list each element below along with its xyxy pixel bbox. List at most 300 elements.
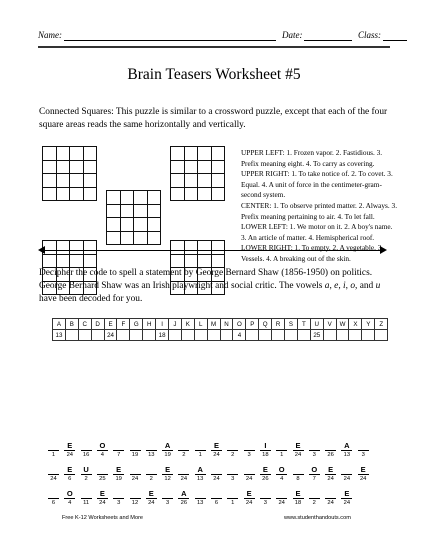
cipher-letter (97, 465, 108, 474)
section-divider (44, 250, 380, 251)
key-letter-cell: R (272, 319, 285, 330)
cell[interactable] (147, 231, 161, 245)
cipher-letter (211, 489, 222, 498)
cipher-slot[interactable] (358, 465, 369, 482)
worksheet-header (38, 28, 390, 44)
cell[interactable] (70, 174, 84, 188)
cipher-letter: E (67, 441, 73, 450)
cipher-slot[interactable] (48, 441, 59, 458)
cipher-slot[interactable] (64, 465, 75, 482)
cipher-code: 2 (178, 450, 189, 458)
cipher-slot[interactable] (195, 441, 206, 458)
clue-heading: LOWER LEFT: (241, 222, 288, 232)
cipher-slot[interactable] (178, 489, 189, 506)
cell[interactable] (184, 147, 198, 161)
cipher-slot[interactable] (48, 489, 59, 506)
key-letter-cell: N (220, 319, 233, 330)
cipher-code: 4 (276, 474, 287, 482)
cell[interactable] (171, 187, 185, 201)
cell[interactable] (56, 187, 70, 201)
key-letter-cell: G (130, 319, 143, 330)
cipher-slot[interactable] (325, 465, 336, 482)
cell[interactable] (56, 147, 70, 161)
cipher-code: 2 (227, 450, 238, 458)
cipher-slot[interactable] (260, 441, 271, 458)
key-letter-cell: E (104, 319, 117, 330)
cipher-slot[interactable] (211, 465, 222, 482)
cipher-slot[interactable] (309, 441, 320, 458)
class-label: Class: (358, 30, 382, 40)
cipher-letter: O (66, 489, 73, 498)
cell[interactable] (147, 204, 161, 218)
clue-heading: LOWER RIGHT: (241, 243, 293, 253)
cipher-code: 24 (325, 498, 336, 506)
cell[interactable] (120, 231, 134, 245)
cell[interactable] (184, 174, 198, 188)
key-letter-cell: M (207, 319, 220, 330)
cell[interactable] (198, 160, 212, 174)
cipher-letter: E (116, 465, 122, 474)
cipher-letter (113, 489, 124, 498)
cipher-letter (195, 441, 206, 450)
cipher-slot[interactable] (227, 489, 238, 506)
cipher-slot[interactable] (309, 465, 320, 482)
cipher-letter: E (262, 465, 268, 474)
cipher-letter (276, 489, 287, 498)
key-letter-cell: Q (259, 319, 272, 330)
cipher-letter: E (295, 489, 301, 498)
cipher-slot[interactable] (130, 441, 141, 458)
cipher-code: 3 (162, 498, 173, 506)
cipher-letter (341, 465, 352, 474)
cipher-code: 6 (211, 498, 222, 506)
clue-list (241, 148, 399, 265)
cell[interactable] (147, 218, 161, 232)
cipher-slot[interactable] (244, 441, 255, 458)
cipher-letter: E (213, 441, 219, 450)
cell[interactable] (184, 187, 198, 201)
cipher-code: 13 (341, 450, 352, 458)
key-letter-cell: C (78, 319, 91, 330)
key-code-cell[interactable] (143, 330, 156, 341)
vowel-e: e (334, 281, 339, 291)
cipher-letter (146, 441, 157, 450)
cipher-letter (48, 441, 59, 450)
cipher-slot[interactable] (244, 489, 255, 506)
key-letter-cell: F (117, 319, 130, 330)
cipher-letter: E (344, 489, 350, 498)
cipher-code: 13 (195, 498, 206, 506)
key-code-cell[interactable] (336, 330, 349, 341)
cipher-slot[interactable] (244, 465, 255, 482)
cell[interactable] (43, 254, 57, 268)
cell[interactable] (211, 187, 225, 201)
cell[interactable] (43, 174, 57, 188)
cipher-slot[interactable] (293, 441, 304, 458)
cipher-letter (178, 465, 189, 474)
cipher-letter (81, 489, 92, 498)
cipher-letter: E (295, 441, 301, 450)
cipher-slot[interactable] (195, 489, 206, 506)
cipher-slot[interactable] (276, 465, 287, 482)
key-code-cell[interactable] (220, 330, 233, 341)
cell[interactable] (211, 254, 225, 268)
cipher-letter (227, 489, 238, 498)
cell[interactable] (198, 174, 212, 188)
separator: , (338, 281, 344, 291)
key-code-cell[interactable]: 24 (104, 330, 117, 341)
cell[interactable] (70, 187, 84, 201)
separator: , (345, 281, 351, 291)
decipher-text: Decipher the code to spell a statement by George Bernard Shaw (1856-1950) on politics. George Bernard Shaw was an Irish playwright and social critic. The vowels (39, 268, 373, 291)
cipher-slot[interactable] (293, 489, 304, 506)
cipher-letter: E (99, 489, 105, 498)
cipher-letter (244, 465, 255, 474)
clue-center (241, 201, 399, 222)
cell[interactable] (120, 218, 134, 232)
cipher-code: 24 (341, 474, 352, 482)
key-letter-cell: V (323, 319, 336, 330)
cell[interactable] (171, 254, 185, 268)
cipher-letter: O (278, 465, 285, 474)
cell[interactable] (147, 191, 161, 205)
key-letter-cell: U (310, 319, 323, 330)
code-key-table (52, 318, 388, 341)
cell[interactable] (134, 191, 148, 205)
cipher-code: 6 (48, 498, 59, 506)
key-code-cell[interactable]: 4 (233, 330, 246, 341)
key-code-cell[interactable] (323, 330, 336, 341)
cipher-letter (48, 489, 59, 498)
cipher-slot[interactable] (325, 489, 336, 506)
cipher-code: 13 (146, 450, 157, 458)
clue-text: 1. Frozen vapor. 2. Fastidious. 3. Prefix meaning eight. 4. To carry as covering. (241, 148, 383, 168)
cell[interactable] (107, 218, 121, 232)
cell[interactable] (107, 204, 121, 218)
cipher-code: 24 (211, 474, 222, 482)
cell[interactable] (107, 231, 121, 245)
cipher-slot[interactable] (81, 489, 92, 506)
cipher-letter (244, 441, 255, 450)
cipher-code: 24 (244, 498, 255, 506)
cipher-letter (309, 441, 320, 450)
cipher-slot[interactable] (293, 465, 304, 482)
cipher-code: 26 (325, 450, 336, 458)
clue-heading: CENTER: (241, 200, 272, 210)
cell[interactable] (83, 254, 97, 268)
cipher-slot[interactable] (211, 489, 222, 506)
cell[interactable] (107, 191, 121, 205)
cipher-slot[interactable] (178, 441, 189, 458)
cipher-code: 18 (260, 450, 271, 458)
cell[interactable] (43, 187, 57, 201)
cipher-slot[interactable] (130, 489, 141, 506)
cell[interactable] (171, 147, 185, 161)
cell[interactable] (198, 254, 212, 268)
cipher-letter (358, 441, 369, 450)
cipher-slot[interactable] (260, 465, 271, 482)
decipher-instructions (39, 267, 391, 306)
cipher-code: 26 (178, 498, 189, 506)
cipher-letter (130, 489, 141, 498)
cipher-slot[interactable] (162, 441, 173, 458)
cipher-slot[interactable] (276, 441, 287, 458)
cipher-code: 2 (309, 498, 320, 506)
cipher-code: 24 (293, 450, 304, 458)
cell[interactable] (83, 187, 97, 201)
cell[interactable] (134, 231, 148, 245)
cell[interactable] (83, 160, 97, 174)
cipher-code: 2 (81, 474, 92, 482)
cipher-row (48, 489, 388, 513)
cell[interactable] (56, 241, 70, 255)
cipher-code: 25 (97, 474, 108, 482)
cipher-letter: A (344, 441, 350, 450)
cipher-code: 24 (64, 450, 75, 458)
clue-upper-right (241, 169, 399, 201)
cipher-letter (81, 441, 92, 450)
key-code-cell[interactable] (362, 330, 375, 341)
cipher-letter (130, 465, 141, 474)
cipher-code: 1 (227, 498, 238, 506)
cipher-letter: E (246, 489, 252, 498)
cipher-letter: E (360, 465, 366, 474)
cipher-code: 12 (162, 474, 173, 482)
key-letter-cell: Z (375, 319, 388, 330)
cipher-code: 24 (244, 474, 255, 482)
cipher-code: 24 (97, 498, 108, 506)
cipher-slot[interactable] (146, 489, 157, 506)
key-code-cell[interactable] (78, 330, 91, 341)
cell[interactable] (56, 160, 70, 174)
cell[interactable] (70, 241, 84, 255)
key-letter-cell: P (246, 319, 259, 330)
cell[interactable] (171, 174, 185, 188)
cell[interactable] (70, 160, 84, 174)
name-label: Name: (38, 30, 62, 40)
cipher-slot[interactable] (64, 441, 75, 458)
key-code-cell[interactable] (259, 330, 272, 341)
key-code-cell[interactable] (169, 330, 182, 341)
key-code-cell[interactable]: 18 (156, 330, 169, 341)
key-code-cell[interactable] (349, 330, 362, 341)
cipher-slot[interactable] (113, 465, 124, 482)
key-code-cell[interactable]: 25 (310, 330, 323, 341)
header-rule (38, 46, 390, 48)
cell[interactable] (56, 254, 70, 268)
class-line (383, 40, 407, 41)
key-code-cell[interactable] (117, 330, 130, 341)
cipher-code: 3 (113, 498, 124, 506)
cell[interactable] (171, 241, 185, 255)
cipher-code: 7 (113, 450, 124, 458)
key-letter-cell: L (194, 319, 207, 330)
cipher-code: 8 (293, 474, 304, 482)
key-code-row (53, 330, 388, 341)
cell[interactable] (70, 254, 84, 268)
date-label: Date: (282, 30, 303, 40)
cipher-letter (227, 441, 238, 450)
separator: , and (355, 281, 376, 291)
cipher-slot[interactable] (341, 465, 352, 482)
clue-lower-left (241, 222, 399, 243)
cell[interactable] (83, 174, 97, 188)
cipher-code: 7 (309, 474, 320, 482)
cipher-letter (48, 465, 59, 474)
cell[interactable] (134, 218, 148, 232)
cipher-letter: E (148, 489, 154, 498)
cipher-slot[interactable] (130, 465, 141, 482)
cipher-code: 19 (130, 450, 141, 458)
key-code-cell[interactable] (272, 330, 285, 341)
cipher-letter (195, 489, 206, 498)
cipher-slot[interactable] (97, 441, 108, 458)
cell[interactable] (70, 147, 84, 161)
cell[interactable] (211, 147, 225, 161)
cipher-code: 12 (130, 498, 141, 506)
date-line (304, 40, 352, 41)
cipher-slot[interactable] (260, 489, 271, 506)
cell[interactable] (198, 147, 212, 161)
cell[interactable] (83, 147, 97, 161)
cipher-slot[interactable] (325, 441, 336, 458)
key-code-cell[interactable] (285, 330, 298, 341)
cipher-code: 19 (162, 450, 173, 458)
cipher-letter (309, 489, 320, 498)
vowel-a: a (324, 281, 330, 291)
cipher-slot[interactable] (113, 489, 124, 506)
cipher-code: 26 (260, 474, 271, 482)
cell[interactable] (120, 204, 134, 218)
key-code-cell[interactable] (65, 330, 78, 341)
cipher-slot[interactable] (113, 441, 124, 458)
cell[interactable] (198, 187, 212, 201)
cell[interactable] (43, 160, 57, 174)
cipher-letter (113, 441, 124, 450)
cell[interactable] (211, 160, 225, 174)
cipher-letter (162, 489, 173, 498)
cipher-letter (178, 441, 189, 450)
cell[interactable] (43, 147, 57, 161)
cipher-letter: O (99, 441, 106, 450)
cipher-letter (325, 441, 336, 450)
cipher-slot[interactable] (81, 465, 92, 482)
cipher-letter (260, 489, 271, 498)
cipher-code: 11 (81, 498, 92, 506)
key-code-cell[interactable] (246, 330, 259, 341)
cipher-slot[interactable] (146, 441, 157, 458)
cipher-code: 3 (309, 450, 320, 458)
cipher-code: 4 (64, 498, 75, 506)
cipher-slot[interactable] (48, 465, 59, 482)
cipher-letter (325, 489, 336, 498)
cipher-slot[interactable] (309, 489, 320, 506)
cipher-code: 3 (227, 474, 238, 482)
cell[interactable] (211, 241, 225, 255)
key-letter-cell: K (181, 319, 194, 330)
cipher-slot[interactable] (358, 441, 369, 458)
key-letter-cell: B (65, 319, 78, 330)
cipher-code: 24 (325, 474, 336, 482)
grid-upper-left (42, 146, 97, 201)
key-letter-cell: X (349, 319, 362, 330)
cipher-slot[interactable] (162, 489, 173, 506)
cipher-row (48, 465, 388, 489)
cipher-slot[interactable] (64, 489, 75, 506)
footer-left: Free K-12 Worksheets and More (62, 515, 144, 521)
cipher-slot[interactable] (341, 489, 352, 506)
page-title: Brain Teasers Worksheet #5 (127, 66, 301, 83)
cipher-code: 24 (178, 474, 189, 482)
cell[interactable] (171, 160, 185, 174)
cell[interactable] (211, 174, 225, 188)
key-code-cell[interactable] (181, 330, 194, 341)
footer-right: www.studenthandouts.com (284, 515, 351, 521)
vowel-u: u (375, 281, 381, 291)
key-code-cell[interactable] (91, 330, 104, 341)
key-code-cell[interactable] (297, 330, 310, 341)
cell[interactable] (184, 254, 198, 268)
cipher-slot[interactable] (276, 489, 287, 506)
cell[interactable] (134, 204, 148, 218)
clue-text: 1. We motor on it. 2. A boy's name. 3. An article of matter. 4. Hemispherical roof. (241, 222, 393, 242)
cipher-slot[interactable] (97, 465, 108, 482)
clue-heading: UPPER RIGHT: (241, 169, 290, 179)
cell[interactable] (83, 241, 97, 255)
key-code-cell[interactable] (130, 330, 143, 341)
key-letter-cell: Y (362, 319, 375, 330)
key-letter-cell: W (336, 319, 349, 330)
key-letter-cell: D (91, 319, 104, 330)
clue-lower-right (241, 243, 399, 264)
key-code-cell[interactable] (207, 330, 220, 341)
decipher-text: have been decoded for you. (39, 294, 143, 304)
clue-text: 1. To take notice of. 2. To covet. 3. Equal. 4. A unit of force in the centimeter-gram-second system. (241, 169, 393, 200)
key-letter-cell: T (297, 319, 310, 330)
intro-text: Connected Squares: This puzzle is similar to a crossword puzzle, except that each of the four square areas reads the same horizontally and vertically. (39, 107, 388, 130)
cipher-slot[interactable] (162, 465, 173, 482)
clue-text: 1. To empty. 2. A vegetable. 3. Vessels. 4. A breaking out of the skin. (241, 243, 384, 263)
key-letter-cell: A (53, 319, 66, 330)
cipher-letter: A (164, 441, 171, 450)
cipher-letter: I (264, 441, 267, 450)
key-code-cell[interactable] (375, 330, 388, 341)
cipher-slot[interactable] (195, 465, 206, 482)
cell[interactable] (184, 160, 198, 174)
cipher-slot[interactable] (81, 441, 92, 458)
cipher-letter: A (197, 465, 203, 474)
cipher-slot[interactable] (211, 441, 222, 458)
cipher-row (48, 441, 388, 465)
cipher-slot[interactable] (227, 441, 238, 458)
separator: , (329, 281, 335, 291)
cell[interactable] (198, 241, 212, 255)
cell[interactable] (184, 241, 198, 255)
cipher-slot[interactable] (146, 465, 157, 482)
cipher-slot[interactable] (97, 489, 108, 506)
cipher-code: 2 (146, 474, 157, 482)
cell[interactable] (56, 174, 70, 188)
key-code-cell[interactable] (194, 330, 207, 341)
cipher-slot[interactable] (341, 441, 352, 458)
cipher-code: 3 (358, 450, 369, 458)
cipher-letter (130, 441, 141, 450)
cell[interactable] (120, 191, 134, 205)
cipher-slot[interactable] (227, 465, 238, 482)
cipher-letter (227, 465, 238, 474)
cipher-slot[interactable] (178, 465, 189, 482)
key-code-cell[interactable]: 13 (53, 330, 66, 341)
